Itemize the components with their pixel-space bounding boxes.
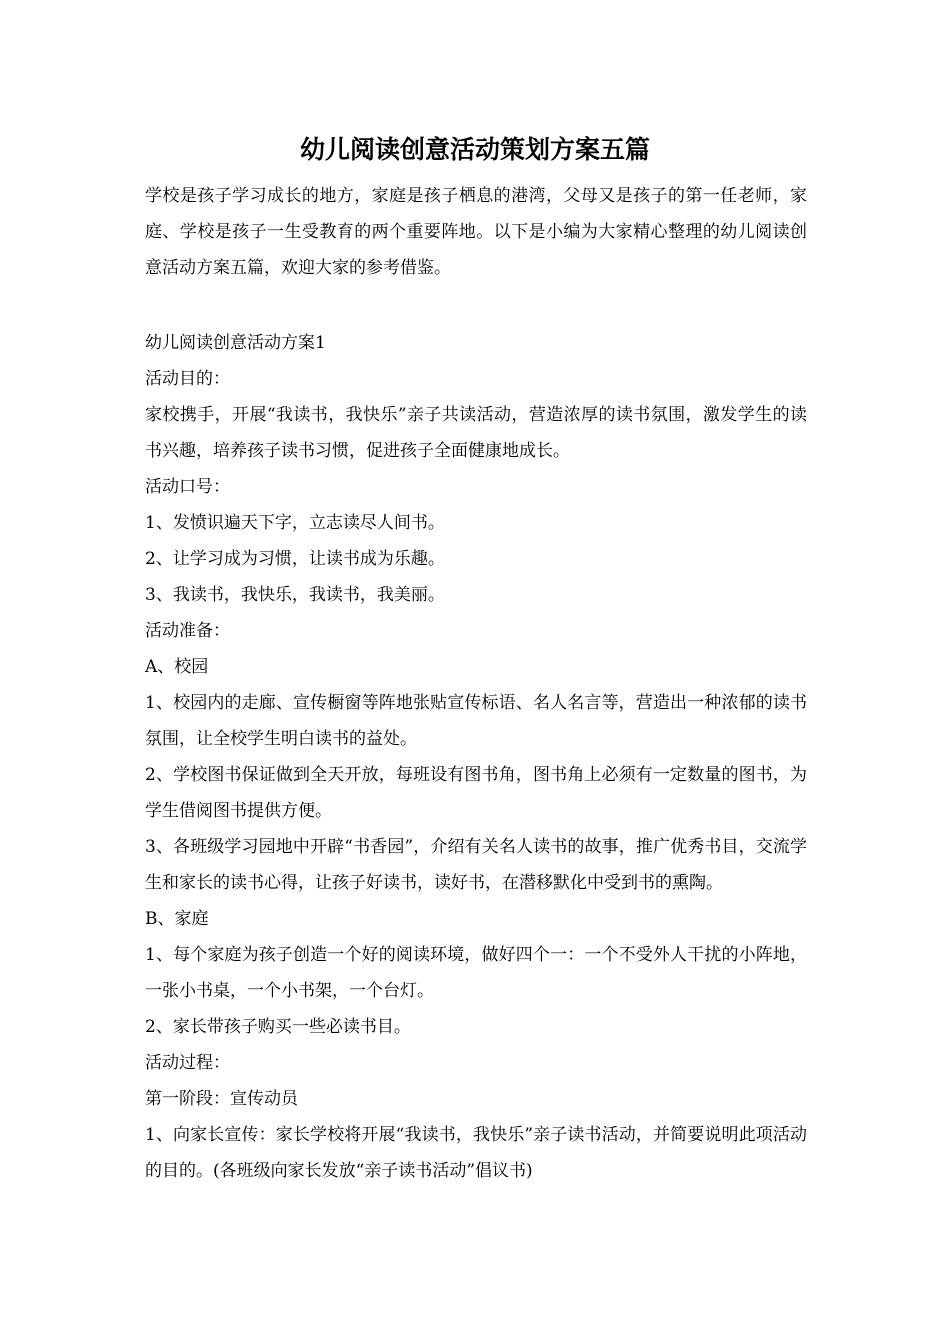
label-activity-slogan: 活动口号： [145,477,230,497]
subsection-heading: B、家庭 [145,909,209,929]
section-heading: 幼儿阅读创意活动方案1 [145,333,326,353]
paragraph: 家校携手，开展“我读书，我快乐”亲子共读活动，营造浓厚的读书氛围，激发学生的读书兴趣，培养孩子读书习惯，促进孩子全面健康地成长。 [145,405,807,461]
label-activity-process: 活动过程： [145,1053,230,1073]
label-activity-preparation: 活动准备： [145,621,230,641]
list-item: 1、每个家庭为孩子创造一个好的阅读环境，做好四个一：一个不受外人干扰的小阵地，一张小书桌，一个小书架，一个台灯。 [145,945,807,1001]
list-item: 3、各班级学习园地中开辟“书香园”，介绍有关名人读书的故事，推广优秀书目，交流学生和家长的读书心得，让孩子好读书，读好书，在潜移默化中受到书的熏陶。 [145,837,807,893]
stage-heading: 第一阶段：宣传动员 [145,1089,298,1109]
list-item: 1、发愤识遍天下字，立志读尽人间书。 [145,513,445,533]
list-item: 3、我读书，我快乐，我读书，我美丽。 [145,585,445,605]
list-item: 2、让学习成为习惯，让读书成为乐趣。 [145,549,445,569]
subsection-heading: A、校园 [145,657,209,677]
list-item: 2、家长带孩子购买一些必读书目。 [145,1017,411,1037]
document-body [145,325,807,1189]
list-item: 1、向家长宣传：家长学校将开展“我读书，我快乐”亲子读书活动，并简要说明此项活动的目的。(各班级向家长发放“亲子读书活动”倡议书) [145,1125,807,1181]
intro-paragraph: 学校是孩子学习成长的地方，家庭是孩子栖息的港湾，父母又是孩子的第一任老师，家庭、学校是孩子一生受教育的两个重要阵地。以下是小编为大家精心整理的幼儿阅读创意活动方案五篇，欢迎大家的参考借鉴。 [145,186,807,278]
document-title: 幼儿阅读创意活动策划方案五篇 [299,135,650,164]
label-activity-purpose: 活动目的： [145,369,230,389]
list-item: 2、学校图书保证做到全天开放，每班设有图书角，图书角上必须有一定数量的图书，为学生借阅图书提供方便。 [145,765,807,821]
list-item: 1、校园内的走廊、宣传橱窗等阵地张贴宣传标语、名人名言等，营造出一种浓郁的读书氛围，让全校学生明白读书的益处。 [145,693,807,749]
